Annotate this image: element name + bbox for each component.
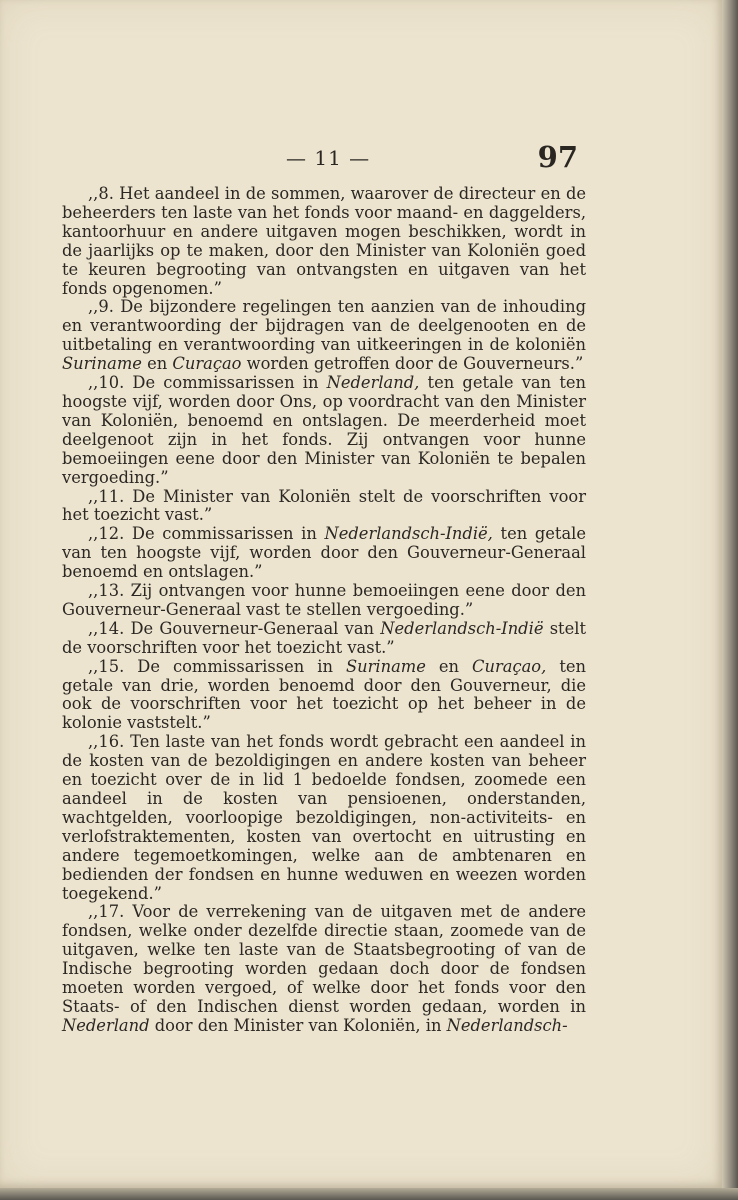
text-run: ten getale van ten hoogste vijf, worden door den Gouverneur-Generaal benoemd en ontslagen.”	[62, 524, 586, 582]
text-run: ,,14. De Gouverneur-Generaal van	[88, 618, 381, 638]
folio-number: — 11 —	[286, 146, 371, 170]
text-run: ,,17. Voor de verrekening van de uitgaven met de andere fondsen, welke onder dezelfde directie staan, zoomede van de uitgaven, welke ten laste van de Staatsbegrooting of van de Indische begrooting worden gedaan doch door de fondsen moeten worden vergoed, of welke door het fonds voor den Staats- of den Indischen dienst worden gedaan, worden in	[62, 902, 586, 1016]
italic-run: Nederlandsch-Indië	[380, 618, 544, 638]
page-bottom-edge	[0, 1188, 738, 1200]
italic-run: Nederland	[62, 1015, 150, 1035]
page-number: 97	[537, 140, 578, 174]
article-paragraph	[62, 658, 586, 734]
text-run: ,,9. De bijzondere regelingen ten aanzien van de inhouding en verantwoording der bijdragen van de deelgenooten en de uitbetaling en verantwoording van uitkeeringen in de koloniën	[62, 297, 586, 355]
body-text	[62, 185, 586, 1036]
text-run: ten getale van drie, worden benoemd door den Gouverneur, die ook de voorschriften voor het toezicht op het beheer in de kolonie vaststelt.”	[62, 656, 586, 733]
text-run: ten getale van ten hoogste vijf, worden door Ons, op voordracht van den Minister van Koloniën, benoemd en ontslagen. De meerderheid moet deelgenoot zijn in het fonds. Zij ontvangen voor hunne bemoeiingen eene door den Minister van Koloniën te bepalen vergoeding.”	[62, 373, 586, 487]
text-run: ,,13. Zij ontvangen voor hunne bemoeiingen eene door den Gouverneur-Generaal vast te stellen vergoeding.”	[62, 581, 586, 619]
text-run: en	[425, 656, 473, 676]
italic-run: Nederlandsch-	[446, 1015, 568, 1035]
text-run: ,,12. De commissarissen in	[88, 524, 325, 544]
italic-run: Nederlandsch-Indië,	[324, 524, 493, 544]
text-run: ,,10. De commissarissen in	[88, 373, 327, 393]
text-run: en	[141, 354, 173, 374]
italic-run: Curaçao,	[472, 656, 547, 676]
article-paragraph	[62, 374, 586, 487]
article-paragraph	[62, 582, 586, 620]
article-paragraph	[62, 488, 586, 526]
text-run: ,,8. Het aandeel in de sommen, waarover de directeur en de beheerders ten laste van het fonds voor maand- en daggelders, kantoorhuur en andere uitgaven mogen beschikken, wordt in de jaarlijks op te maken, door den Minister van Koloniën goed te keuren begrooting van ontvangsten en uitgaven van het fonds opgenomen.”	[62, 184, 586, 298]
text-run: stelt de voorschriften voor het toezicht vast.”	[62, 618, 586, 657]
text-run: ,,11. De Minister van Koloniën stelt de voorschriften voor het toezicht vast.”	[62, 486, 586, 525]
page-edge	[722, 0, 738, 1188]
italic-run: Curaçao	[172, 354, 242, 374]
article-paragraph	[62, 185, 586, 298]
article-paragraph	[62, 298, 586, 374]
italic-run: Suriname	[62, 354, 142, 374]
italic-run: Suriname	[345, 656, 426, 676]
text-run: ,,16. Ten laste van het fonds wordt gebracht een aandeel in de kosten van de bezoldigingen en andere kosten van beheer en toezicht over de in lid 1 bedoelde fondsen, zoomede een aandeel in de kosten van pensioenen, onderstanden, wachtgelden, voorloopige bezoldigingen, non-activiteits- en verlofstraktementen, kosten van overtocht en uitrusting en andere tegemoetkomingen, welke aan de ambtenaren en bedienden der fondsen en hunne weduwen en weezen worden toegekend.”	[62, 732, 586, 903]
page-header	[60, 140, 586, 180]
article-paragraph	[62, 525, 586, 582]
article-paragraph	[62, 620, 586, 658]
text-run: worden getroffen door de Gouverneurs.”	[241, 354, 584, 374]
italic-run: Nederland,	[326, 373, 420, 393]
text-run: ,,15. De commissarissen in	[88, 656, 346, 676]
article-paragraph	[62, 733, 586, 903]
text-run: door den Minister van Koloniën, in	[149, 1015, 447, 1035]
article-paragraph	[62, 903, 586, 1035]
